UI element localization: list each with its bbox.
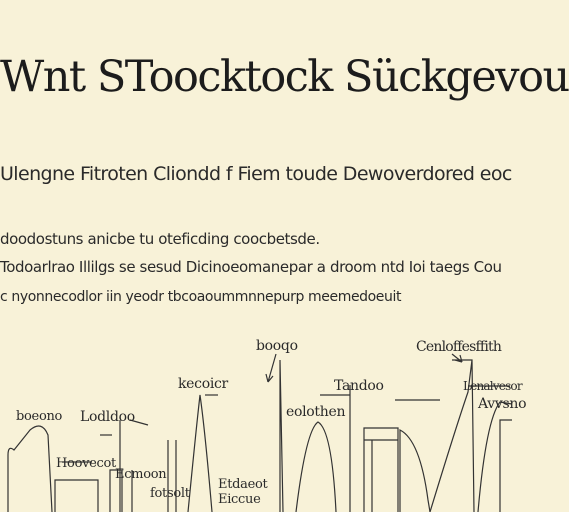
- text-line-3: Todoarlrao Illilgs se sesud Dicinoeomanepar a droom ntd Ioi taegs Cou: [0, 258, 502, 276]
- diagram-label: Hoovecot: [56, 456, 116, 471]
- text-line-4: c nyonnecodlor iin yeodr tbcoaoummnnepurp meemedoeuit: [0, 289, 402, 305]
- leader-line: [364, 440, 398, 512]
- diagram-label: Eiccue: [218, 492, 261, 507]
- page-title: Wnt SToocktock Sückgevou: [0, 52, 569, 102]
- peak-shape: [55, 480, 98, 512]
- peak-shape: [500, 420, 512, 512]
- diagram-label: Ecmoon: [115, 467, 167, 482]
- text-line-2: doodostuns anicbe tu oteficding coocbetsde.: [0, 230, 320, 248]
- text-line-1: Ulengne Fitroten Cliondd f Fiem toude Dewoverdored eoc: [0, 163, 512, 185]
- diagram-label: fotsolt: [150, 486, 190, 501]
- peak-shape: [478, 402, 512, 512]
- diagram-label: Etdaeot: [218, 477, 268, 492]
- peak-shape: [280, 360, 283, 512]
- diagram-label: kecoicr: [178, 376, 228, 392]
- peak-shape: [8, 426, 52, 512]
- diagram-label: Avvsno: [478, 396, 527, 412]
- diagram-label: eolothen: [286, 404, 346, 420]
- diagram-label: Cenloffesffith: [416, 339, 502, 355]
- peak-shape: [400, 430, 430, 512]
- peak-shape: [188, 395, 212, 512]
- diagram-label: Lodldoo: [80, 409, 135, 425]
- peak-shape: [168, 440, 176, 512]
- peak-shape: [296, 422, 336, 512]
- diagram-label: booqo: [256, 338, 298, 354]
- diagram-label: Tandoo: [334, 378, 384, 394]
- diagram-label: Lenalvesor: [463, 379, 522, 393]
- diagram-label: boeono: [16, 409, 63, 424]
